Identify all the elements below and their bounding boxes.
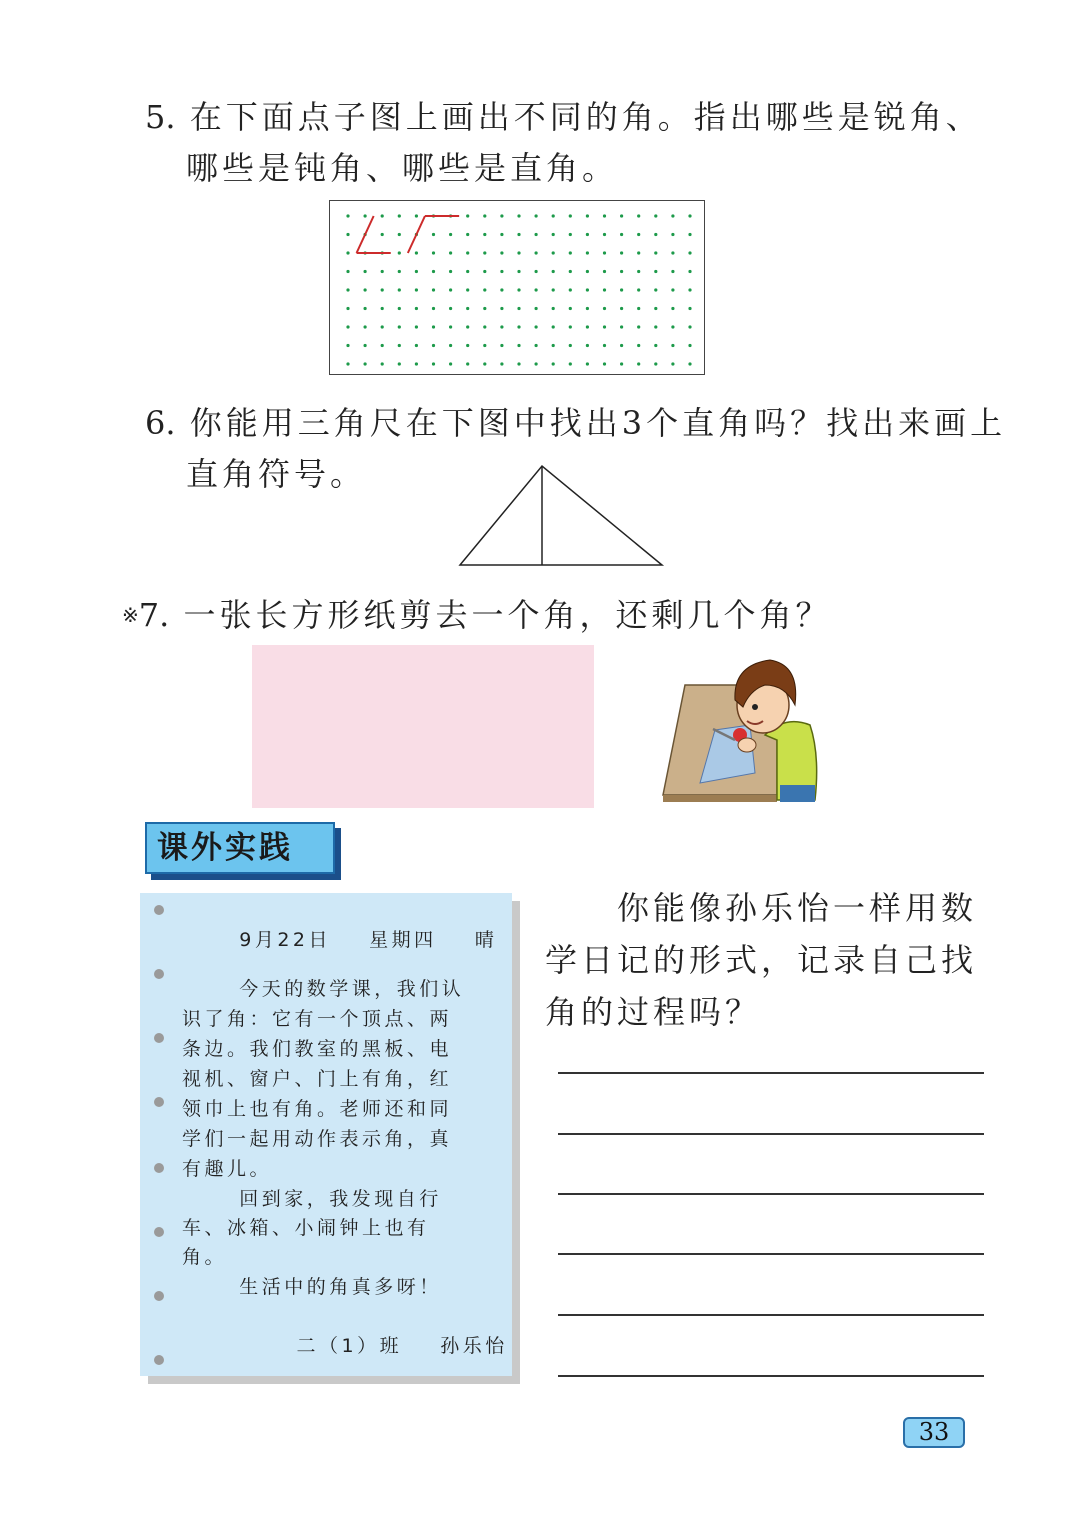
dot-grid-svg [330,201,703,373]
grid-dot [586,325,589,328]
grid-dot [466,307,469,310]
diary-line: 有趣儿。 [182,1158,273,1180]
grid-dot [346,233,349,236]
writing-line[interactable] [558,1375,984,1377]
grid-dot [620,362,623,365]
question-5-line2: 哪些是钝角、哪些是直角。 [186,149,619,187]
grid-dot [688,325,691,328]
grid-dot [364,270,367,273]
grid-dot [381,362,384,365]
grid-dot [688,214,691,217]
grid-dot [381,344,384,347]
grid-dot [620,233,623,236]
binder-hole [154,1291,164,1301]
grid-dot [688,233,691,236]
grid-dot [432,344,435,347]
grid-dot [398,270,401,273]
optional-mark: ※ [122,603,139,627]
grid-dot [654,288,657,291]
grid-dot [688,251,691,254]
grid-dot [671,325,674,328]
diary-signature: 二（1）班 孙乐怡 [182,1335,508,1357]
grid-dot [449,344,452,347]
grid-dot [449,362,452,365]
grid-dot [415,362,418,365]
diary-line: 回到家，我发现自行 [182,1188,442,1210]
writing-line[interactable] [558,1072,984,1074]
grid-dot [466,288,469,291]
grid-dot [603,307,606,310]
grid-dot [398,344,401,347]
grid-dot [569,288,572,291]
question-7 [122,590,831,640]
grid-dot [466,362,469,365]
grid-dot [637,307,640,310]
grid-dot [603,251,606,254]
grid-dot [603,214,606,217]
grid-dot [346,325,349,328]
question-text: 在下面点子图上画出不同的角。指出哪些是锐角、 [189,98,982,136]
grid-dot [466,214,469,217]
grid-dot [364,362,367,365]
diary-line: 条边。我们教室的黑板、电 [182,1038,453,1060]
question-text: 一张长方形纸剪去一个角，还剩几个角？ [183,596,832,634]
binder-hole [154,1163,164,1173]
grid-dot [346,288,349,291]
grid-dot [449,251,452,254]
grid-dot [552,251,555,254]
grid-dot [603,362,606,365]
page-number: 33 [903,1417,965,1448]
grid-dot [688,270,691,273]
grid-dot [671,362,674,365]
grid-dot [517,233,520,236]
grid-dot [569,214,572,217]
grid-dot [500,288,503,291]
grid-dot [637,288,640,291]
grid-dot [671,251,674,254]
grid-dot [449,270,452,273]
boy-cutting-paper-illustration [655,645,830,805]
grid-dot [346,214,349,217]
grid-dot [381,214,384,217]
grid-dot [500,307,503,310]
grid-dot [398,214,401,217]
grid-dot [415,307,418,310]
grid-dot [654,362,657,365]
grid-dot [586,362,589,365]
grid-dot [654,307,657,310]
grid-dot [346,307,349,310]
grid-dot [364,325,367,328]
rectangle-paper [252,645,594,808]
grid-dot [483,362,486,365]
grid-dot [569,270,572,273]
grid-dot [466,325,469,328]
grid-dot [671,288,674,291]
question-6-line1 [145,398,1006,448]
grid-dot [671,307,674,310]
diary-line: 生活中的角真多呀！ [182,1276,442,1298]
grid-dot [569,233,572,236]
example-angle-ray [357,216,374,253]
grid-dot [517,288,520,291]
grid-dot [500,344,503,347]
grid-dot [620,214,623,217]
grid-dot [671,233,674,236]
grid-dot [586,270,589,273]
grid-dot [637,251,640,254]
grid-dot [637,270,640,273]
grid-dot [603,288,606,291]
grid-dot [586,307,589,310]
grid-dot [398,233,401,236]
grid-dot [346,344,349,347]
diary-line: 车、冰箱、小闹钟上也有 [182,1217,430,1239]
grid-dot [552,362,555,365]
grid-dot [381,233,384,236]
grid-dot [620,270,623,273]
triangle-figure [455,462,667,570]
grid-dot [654,251,657,254]
grid-dot [398,325,401,328]
grid-dot [364,214,367,217]
table-front [663,795,777,802]
binder-hole [154,1033,164,1043]
grid-dot [466,233,469,236]
grid-dot [671,344,674,347]
grid-dot [449,288,452,291]
diary-line: 学们一起用动作表示角，真 [182,1128,453,1150]
grid-dot [569,362,572,365]
grid-dot [500,214,503,217]
grid-dot [466,270,469,273]
grid-dot [432,233,435,236]
grid-dot [586,288,589,291]
question-6-line2: 直角符号。 [186,455,367,493]
grid-dot [586,344,589,347]
grid-dot [569,307,572,310]
section-tag-practice: 课外实践 [145,822,335,874]
grid-dot [620,288,623,291]
grid-dot [449,325,452,328]
grid-dot [535,270,538,273]
grid-dot [432,270,435,273]
grid-dot [346,251,349,254]
grid-dot [483,288,486,291]
grid-dot [637,214,640,217]
question-5-line1 [145,92,982,142]
grid-dot [432,251,435,254]
writing-line[interactable] [558,1193,984,1195]
grid-dot [381,325,384,328]
grid-dot [654,270,657,273]
grid-dot [432,325,435,328]
grid-dot [535,251,538,254]
grid-dot [671,214,674,217]
diary-line: 领巾上也有角。老师还和同 [182,1098,453,1120]
writing-line[interactable] [558,1314,984,1316]
grid-dot [586,233,589,236]
binder-hole [154,1355,164,1365]
grid-dot [466,251,469,254]
triangle-outline [460,466,662,565]
grid-dot [500,270,503,273]
grid-dot [535,325,538,328]
grid-dot [466,344,469,347]
grid-dot [637,344,640,347]
grid-dot [415,344,418,347]
grid-dot [654,344,657,347]
grid-dot [415,325,418,328]
grid-dot [381,307,384,310]
grid-dot [535,362,538,365]
grid-dot [517,344,520,347]
binder-hole [154,905,164,915]
grid-dot [603,325,606,328]
grid-dot [398,307,401,310]
grid-dot [517,270,520,273]
grid-dot [688,307,691,310]
grid-dot [517,307,520,310]
grid-dot [569,325,572,328]
grid-dot [552,325,555,328]
grid-dot [671,270,674,273]
grid-dot [381,270,384,273]
grid-dot [500,325,503,328]
diary-prompt: 你能像孙乐怡一样用数学日记的形式，记录自己找角的过程吗？ [545,889,978,1031]
question-number: 6. [145,404,176,442]
boy-pants [780,785,815,802]
grid-dot [500,362,503,365]
grid-dot [500,251,503,254]
grid-dot [688,362,691,365]
grid-dot [552,214,555,217]
grid-dot [517,214,520,217]
grid-dot [535,233,538,236]
grid-dot [535,344,538,347]
grid-dot [381,288,384,291]
grid-dot [432,362,435,365]
grid-dot [552,288,555,291]
question-number: 7. [138,596,170,634]
diary-date-line: 9月22日 星期四 晴 [182,929,498,951]
grid-dot [654,214,657,217]
grid-dot [483,251,486,254]
diary-line: 识了角：它有一个顶点、两 [182,1008,453,1030]
grid-dot [517,251,520,254]
dot-grid-figure[interactable] [329,200,705,375]
grid-dot [398,288,401,291]
grid-dot [483,325,486,328]
grid-dot [603,344,606,347]
grid-dot [500,233,503,236]
grid-dot [346,270,349,273]
grid-dot [620,307,623,310]
grid-dot [620,251,623,254]
grid-dot [620,325,623,328]
grid-dot [552,307,555,310]
grid-dot [398,362,401,365]
grid-dot [637,362,640,365]
grid-dot [552,344,555,347]
grid-dot [346,362,349,365]
binder-hole [154,1097,164,1107]
grid-dot [586,251,589,254]
grid-dot [364,344,367,347]
grid-dot [517,362,520,365]
grid-dot [517,325,520,328]
grid-dot [586,214,589,217]
grid-dot [483,214,486,217]
grid-dot [688,344,691,347]
grid-dot [483,344,486,347]
grid-dot [552,233,555,236]
grid-dot [569,344,572,347]
grid-dot [535,214,538,217]
writing-line[interactable] [558,1133,984,1135]
question-number: 5. [145,98,176,136]
grid-dot [637,233,640,236]
grid-dot [637,325,640,328]
grid-dot [603,270,606,273]
grid-dot [415,288,418,291]
grid-dot [603,233,606,236]
diary-line: 视机、窗户、门上有角，红 [182,1068,453,1090]
grid-dot [398,251,401,254]
binder-hole [154,969,164,979]
grid-dot [688,288,691,291]
diary-line: 角。 [182,1246,228,1268]
grid-dot [415,214,418,217]
diary-card [140,893,512,1376]
grid-dot [535,288,538,291]
binder-hole [154,1227,164,1237]
grid-dot [364,307,367,310]
writing-line[interactable] [558,1253,984,1255]
grid-dot [415,251,418,254]
grid-dot [654,233,657,236]
grid-dot [449,307,452,310]
grid-dot [483,270,486,273]
grid-dot [552,270,555,273]
boy-hand [738,738,756,752]
example-angle-ray [408,216,425,253]
grid-dot [569,251,572,254]
grid-dot [364,288,367,291]
grid-dot [449,233,452,236]
question-text: 你能用三角尺在下图中找出3个直角吗？找出来画上 [189,404,1007,442]
grid-dot [620,344,623,347]
grid-dot [415,270,418,273]
grid-dot [654,325,657,328]
grid-dot [432,288,435,291]
diary-line: 今天的数学课，我们认 [182,978,465,1000]
grid-dot [432,307,435,310]
grid-dot [483,233,486,236]
grid-dot [535,307,538,310]
grid-dot [483,307,486,310]
boy-eye [752,704,758,710]
